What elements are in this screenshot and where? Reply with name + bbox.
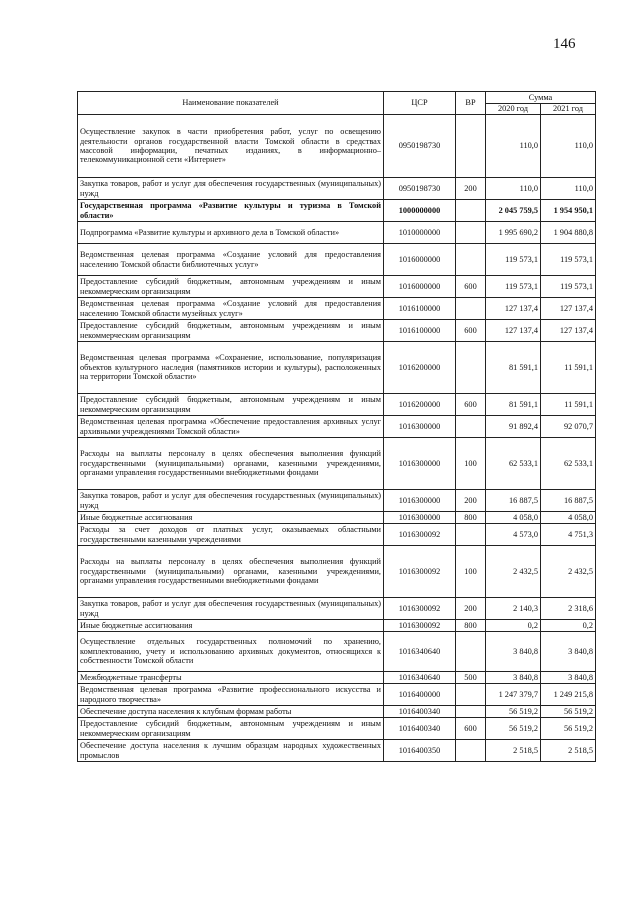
row-csr-code: 1016300092 [384, 620, 456, 632]
table-row [78, 394, 596, 416]
row-vr-code: 200 [456, 178, 486, 200]
row-csr-code: 1016100000 [384, 320, 456, 342]
row-name: Обеспечение доступа населения к лучшим образцам народных художественных промыслов [78, 740, 384, 762]
row-sum-2021: 2 518,5 [541, 740, 596, 762]
table-row [78, 342, 596, 394]
row-sum-2021: 11 591,1 [541, 342, 596, 394]
row-name: Расходы на выплаты персоналу в целях обеспечения выполнения функций государственными (муниципальными) органами, казенными учреждениями, органами управления государственными внебюджетными фондами [78, 438, 384, 490]
row-csr-code: 1016100000 [384, 298, 456, 320]
header-csr: ЦСР [384, 92, 456, 115]
row-vr-code: 600 [456, 718, 486, 740]
row-csr-code: 1016300092 [384, 598, 456, 620]
row-sum-2020: 16 887,5 [486, 490, 541, 512]
row-vr-code: 100 [456, 438, 486, 490]
table-row [78, 490, 596, 512]
row-csr-code: 1016200000 [384, 394, 456, 416]
table-row [78, 524, 596, 546]
row-vr-code [456, 342, 486, 394]
row-sum-2020: 2 432,5 [486, 546, 541, 598]
row-vr-code: 200 [456, 490, 486, 512]
row-sum-2020: 110,0 [486, 115, 541, 178]
row-csr-code: 1016000000 [384, 244, 456, 276]
table-row [78, 222, 596, 244]
row-sum-2021: 1 904 880,8 [541, 222, 596, 244]
row-csr-code: 1016340640 [384, 632, 456, 672]
row-name: Закупка товаров, работ и услуг для обеспечения государственных (муниципальных) нужд [78, 490, 384, 512]
header-name: Наименование показателей [78, 92, 384, 115]
row-sum-2021: 119 573,1 [541, 276, 596, 298]
row-sum-2021: 110,0 [541, 178, 596, 200]
table-row [78, 620, 596, 632]
row-vr-code: 600 [456, 320, 486, 342]
table-row [78, 178, 596, 200]
budget-table [77, 91, 596, 762]
row-sum-2020: 1 247 379,7 [486, 684, 541, 706]
row-name: Закупка товаров, работ и услуг для обеспечения государственных (муниципальных) нужд [78, 178, 384, 200]
table-row [78, 706, 596, 718]
row-vr-code: 500 [456, 672, 486, 684]
row-csr-code: 1016300000 [384, 490, 456, 512]
row-name: Осуществление закупок в части приобретения работ, услуг по освещению деятельности органов государственной власти Томской области в средствах массовой информации, печатных изданиях, в информационно–телекоммуникационной сети «Интернет» [78, 115, 384, 178]
table-row [78, 718, 596, 740]
row-vr-code [456, 684, 486, 706]
row-sum-2020: 2 140,3 [486, 598, 541, 620]
row-name: Расходы за счет доходов от платных услуг, оказываемых областными государственными казенными учреждениями [78, 524, 384, 546]
row-name: Ведомственная целевая программа «Создание условий для предоставления населению Томской области библиотечных услуг» [78, 244, 384, 276]
row-vr-code: 600 [456, 394, 486, 416]
row-sum-2020: 127 137,4 [486, 298, 541, 320]
row-csr-code: 1016400340 [384, 706, 456, 718]
row-sum-2020: 110,0 [486, 178, 541, 200]
row-sum-2021: 1 954 950,1 [541, 200, 596, 222]
row-sum-2021: 119 573,1 [541, 244, 596, 276]
row-sum-2020: 119 573,1 [486, 244, 541, 276]
table-row [78, 244, 596, 276]
row-name: Ведомственная целевая программа «Развитие профессионального искусства и народного творчества» [78, 684, 384, 706]
header-sum: Сумма [486, 92, 596, 104]
row-csr-code: 1016300000 [384, 416, 456, 438]
row-sum-2020: 62 533,1 [486, 438, 541, 490]
row-sum-2021: 127 137,4 [541, 298, 596, 320]
row-name: Государственная программа «Развитие культуры и туризма в Томской области» [78, 200, 384, 222]
row-vr-code: 800 [456, 512, 486, 524]
row-sum-2020: 91 892,4 [486, 416, 541, 438]
table-body [78, 115, 596, 762]
row-sum-2021: 56 519,2 [541, 718, 596, 740]
row-sum-2021: 3 840,8 [541, 672, 596, 684]
row-sum-2020: 56 519,2 [486, 706, 541, 718]
table-row [78, 416, 596, 438]
row-csr-code: 1016300000 [384, 512, 456, 524]
row-csr-code: 1016340640 [384, 672, 456, 684]
table-row [78, 276, 596, 298]
row-vr-code [456, 740, 486, 762]
row-vr-code [456, 632, 486, 672]
row-csr-code: 1016400340 [384, 718, 456, 740]
row-vr-code [456, 416, 486, 438]
row-vr-code: 800 [456, 620, 486, 632]
row-csr-code: 1016400000 [384, 684, 456, 706]
row-vr-code [456, 200, 486, 222]
table-row [78, 200, 596, 222]
row-name: Межбюджетные трансферты [78, 672, 384, 684]
table-row [78, 632, 596, 672]
row-sum-2020: 4 058,0 [486, 512, 541, 524]
row-name: Предоставление субсидий бюджетным, автономным учреждениям и иным некоммерческим организациям [78, 718, 384, 740]
row-sum-2021: 0,2 [541, 620, 596, 632]
row-sum-2020: 81 591,1 [486, 394, 541, 416]
table-row [78, 115, 596, 178]
row-sum-2020: 3 840,8 [486, 632, 541, 672]
row-sum-2021: 2 318,6 [541, 598, 596, 620]
row-csr-code: 1016200000 [384, 342, 456, 394]
row-name: Подпрограмма «Развитие культуры и архивного дела в Томской области» [78, 222, 384, 244]
page-number: 146 [553, 36, 576, 52]
row-sum-2020: 119 573,1 [486, 276, 541, 298]
row-vr-code [456, 298, 486, 320]
row-sum-2020: 81 591,1 [486, 342, 541, 394]
row-sum-2021: 127 137,4 [541, 320, 596, 342]
row-vr-code [456, 115, 486, 178]
row-csr-code: 0950198730 [384, 115, 456, 178]
table-row [78, 438, 596, 490]
table-row [78, 672, 596, 684]
row-vr-code [456, 706, 486, 718]
row-sum-2020: 0,2 [486, 620, 541, 632]
row-name: Иные бюджетные ассигнования [78, 512, 384, 524]
header-vr: ВР [456, 92, 486, 115]
row-sum-2020: 3 840,8 [486, 672, 541, 684]
row-csr-code: 0950198730 [384, 178, 456, 200]
row-vr-code [456, 524, 486, 546]
row-sum-2021: 56 519,2 [541, 706, 596, 718]
row-name: Ведомственная целевая программа «Создание условий для предоставления населению Томской области музейных услуг» [78, 298, 384, 320]
row-sum-2020: 56 519,2 [486, 718, 541, 740]
row-sum-2020: 2 045 759,5 [486, 200, 541, 222]
row-csr-code: 1016300000 [384, 438, 456, 490]
table-row [78, 546, 596, 598]
row-sum-2020: 4 573,0 [486, 524, 541, 546]
row-name: Предоставление субсидий бюджетным, автономным учреждениям и иным некоммерческим организациям [78, 394, 384, 416]
row-vr-code: 600 [456, 276, 486, 298]
row-vr-code: 200 [456, 598, 486, 620]
row-sum-2021: 62 533,1 [541, 438, 596, 490]
row-vr-code [456, 222, 486, 244]
row-name: Закупка товаров, работ и услуг для обеспечения государственных (муниципальных) нужд [78, 598, 384, 620]
table-row [78, 740, 596, 762]
row-sum-2020: 2 518,5 [486, 740, 541, 762]
row-sum-2021: 3 840,8 [541, 632, 596, 672]
table-row [78, 320, 596, 342]
row-sum-2021: 4 751,3 [541, 524, 596, 546]
table-row [78, 598, 596, 620]
row-name: Обеспечение доступа населения к клубным формам работы [78, 706, 384, 718]
row-sum-2021: 11 591,1 [541, 394, 596, 416]
row-csr-code: 1016000000 [384, 276, 456, 298]
row-sum-2021: 110,0 [541, 115, 596, 178]
row-sum-2021: 92 070,7 [541, 416, 596, 438]
row-sum-2021: 2 432,5 [541, 546, 596, 598]
row-sum-2021: 16 887,5 [541, 490, 596, 512]
row-sum-2021: 1 249 215,8 [541, 684, 596, 706]
header-year-2020: 2020 год [486, 104, 541, 115]
row-name: Ведомственная целевая программа «Сохранение, использование, популяризация объектов культурного наследия (памятников истории и культуры), расположенных на территории Томской области» [78, 342, 384, 394]
table-row [78, 512, 596, 524]
row-name: Расходы на выплаты персоналу в целях обеспечения выполнения функций государственными (муниципальными) органами, казенными учреждениями, органами управления государственными внебюджетными фондами [78, 546, 384, 598]
row-csr-code: 1010000000 [384, 222, 456, 244]
row-name: Иные бюджетные ассигнования [78, 620, 384, 632]
row-name: Осуществление отдельных государственных полномочий по хранению, комплектованию, учету и использованию архивных документов, относящихся к собственности Томской области [78, 632, 384, 672]
row-sum-2020: 1 995 690,2 [486, 222, 541, 244]
row-name: Предоставление субсидий бюджетным, автономным учреждениям и иным некоммерческим организациям [78, 320, 384, 342]
row-csr-code: 1016400350 [384, 740, 456, 762]
header-year-2021: 2021 год [541, 104, 596, 115]
row-vr-code [456, 244, 486, 276]
table-row [78, 684, 596, 706]
row-sum-2021: 4 058,0 [541, 512, 596, 524]
row-csr-code: 1016300092 [384, 524, 456, 546]
row-name: Предоставление субсидий бюджетным, автономным учреждениям и иным некоммерческим организациям [78, 276, 384, 298]
row-csr-code: 1000000000 [384, 200, 456, 222]
row-csr-code: 1016300092 [384, 546, 456, 598]
row-vr-code: 100 [456, 546, 486, 598]
row-name: Ведомственная целевая программа «Обеспечение предоставления архивных услуг архивными учреждениями Томской области» [78, 416, 384, 438]
table-row [78, 298, 596, 320]
row-sum-2020: 127 137,4 [486, 320, 541, 342]
